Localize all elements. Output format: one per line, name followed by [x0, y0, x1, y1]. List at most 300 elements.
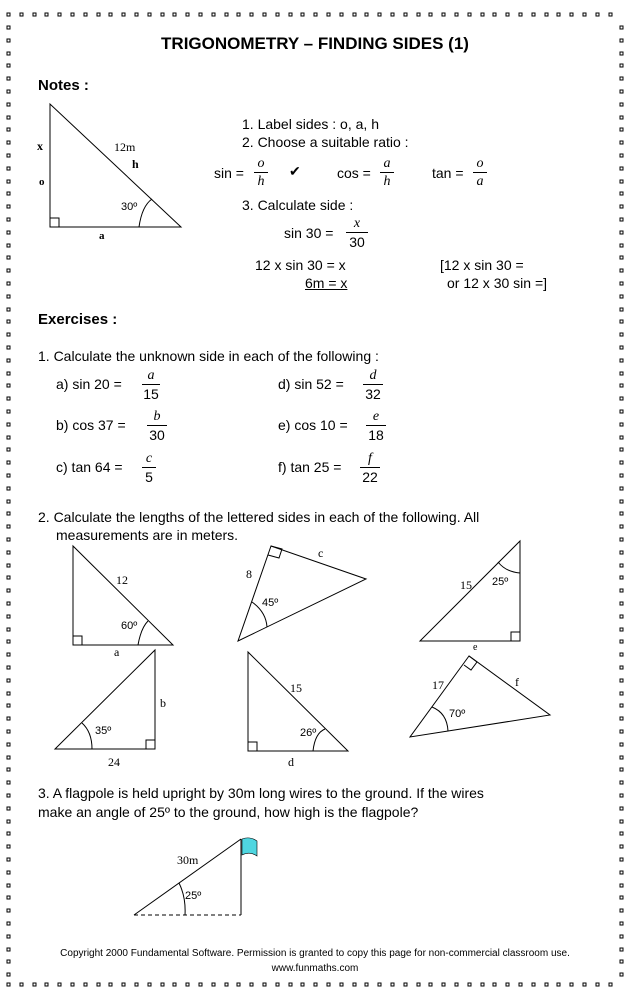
border-dot [620, 167, 623, 170]
border-dot [620, 90, 623, 93]
border-dot [378, 13, 381, 16]
border-dot [7, 858, 10, 861]
border-dot [442, 983, 445, 986]
border-dot [7, 602, 10, 605]
border-dot [7, 487, 10, 490]
border-dot [620, 832, 623, 835]
border-dot [71, 13, 74, 16]
border-dot [468, 983, 471, 986]
border-dot [135, 983, 138, 986]
border-dot [620, 768, 623, 771]
border-dot [506, 983, 509, 986]
border-dot [97, 983, 100, 986]
border-dot [58, 13, 61, 16]
border-dot [7, 474, 10, 477]
border-dot [327, 13, 330, 16]
border-dot [596, 983, 599, 986]
border-dot [7, 13, 10, 16]
tri-b-unknown: b [160, 696, 166, 710]
wire-label: 30m [177, 853, 199, 867]
border-dot [289, 13, 292, 16]
border-dot [7, 653, 10, 656]
wire-angle-label: 25º [185, 890, 202, 902]
border-dot [7, 359, 10, 362]
tri-e-unknown: e [473, 642, 478, 653]
tri-f-unknown: f [515, 675, 519, 689]
border-dot [7, 576, 10, 579]
page-title: TRIGONOMETRY – FINDING SIDES (1) [161, 34, 469, 53]
border-dot [620, 423, 623, 426]
border-dot [620, 410, 623, 413]
border-dot [7, 231, 10, 234]
q1-item-d: d) sin 52 = [278, 376, 344, 392]
border-dot [620, 717, 623, 720]
border-dot [7, 448, 10, 451]
q2-line-1: 2. Calculate the lengths of the lettered sides in each of the following. All [38, 509, 480, 525]
label-h: h [132, 157, 139, 171]
border-dot [620, 244, 623, 247]
border-dot [620, 538, 623, 541]
border-dot [596, 13, 599, 16]
border-dot [7, 845, 10, 848]
q1-item-a-fraction: $\frac{a}{15}$ [143, 368, 159, 402]
tri-a-side: 12 [116, 573, 128, 587]
border-dot [7, 436, 10, 439]
border-dot [620, 551, 623, 554]
border-dot [7, 167, 10, 170]
border-dot [620, 666, 623, 669]
border-dot [237, 13, 240, 16]
border-dot [122, 13, 125, 16]
border-dot [237, 983, 240, 986]
border-dot [7, 103, 10, 106]
border-dot [263, 13, 266, 16]
border-dot [519, 983, 522, 986]
border-dot [7, 640, 10, 643]
border-dot [7, 116, 10, 119]
border-dot [250, 13, 253, 16]
border-dot [20, 983, 23, 986]
border-dot [365, 13, 368, 16]
tri-b-angle: 35º [95, 725, 112, 737]
border-dot [7, 717, 10, 720]
q1-item-f: f) tan 25 = [278, 459, 342, 475]
sin-fraction: $\frac{o}{h}$ [254, 155, 268, 191]
border-dot [7, 192, 10, 195]
border-dot [481, 13, 484, 16]
border-dot [7, 333, 10, 336]
border-dot [7, 205, 10, 208]
border-dot [620, 487, 623, 490]
border-dot [620, 64, 623, 67]
border-dot [620, 576, 623, 579]
q1-item-f-fraction: $\frac{f}{22}$ [360, 450, 380, 486]
border-dot [620, 500, 623, 503]
border-dot [620, 103, 623, 106]
border-dot [620, 461, 623, 464]
border-dot [7, 346, 10, 349]
border-dot [353, 13, 356, 16]
border-dot [148, 13, 151, 16]
border-dot [365, 983, 368, 986]
border-dot [609, 13, 612, 16]
calc-3: 6m = x [305, 275, 348, 291]
border-dot [7, 372, 10, 375]
border-dot [161, 983, 164, 986]
bracket-note-2: or 12 x 30 sin =] [447, 275, 548, 291]
border-dot [620, 26, 623, 29]
border-dot [429, 983, 432, 986]
border-dot [301, 983, 304, 986]
border-dot [84, 13, 87, 16]
border-dot [620, 116, 623, 119]
cos-label: cos = [337, 165, 371, 181]
label-o: o [39, 176, 45, 188]
border-dot [212, 13, 215, 16]
border-dot [620, 820, 623, 823]
border-dot [557, 13, 560, 16]
border-dot [442, 13, 445, 16]
q1-item-b-fraction: $\frac{b}{30}$ [147, 408, 167, 444]
border-dot [620, 679, 623, 682]
label-a: a [99, 230, 105, 242]
border-dot [620, 333, 623, 336]
border-dot [276, 983, 279, 986]
border-dot [7, 794, 10, 797]
label-angle: 30º [121, 201, 138, 213]
border-dot [532, 983, 535, 986]
tri-a-angle: 60º [121, 620, 138, 632]
border-dot [84, 983, 87, 986]
border-dot [417, 13, 420, 16]
border-dot [109, 13, 112, 16]
border-dot [58, 983, 61, 986]
border-dot [7, 983, 10, 986]
tri-c-side: 8 [246, 567, 252, 581]
border-dot [620, 807, 623, 810]
border-dot [7, 679, 10, 682]
border-dot [7, 704, 10, 707]
border-dot [620, 564, 623, 567]
border-dot [620, 180, 623, 183]
tri-d-unknown: d [288, 755, 294, 769]
border-dot [7, 282, 10, 285]
q1-item-c: c) tan 64 = [56, 459, 123, 475]
border-dot [7, 500, 10, 503]
border-dot [33, 983, 36, 986]
border-dot [620, 474, 623, 477]
border-dot [620, 794, 623, 797]
border-dot [340, 983, 343, 986]
border-dot [545, 13, 548, 16]
border-dot [45, 983, 48, 986]
footer-copyright: Copyright 2000 Fundamental Software. Permission is granted to copy this page for non-commercial classroom use. [60, 948, 570, 959]
notes-heading: Notes : [38, 77, 89, 94]
border-dot [455, 983, 458, 986]
q2-line-2: measurements are in meters. [56, 527, 239, 543]
border-dot [7, 692, 10, 695]
border-dot [135, 13, 138, 16]
calc-1-fraction: $\frac{x}{30}$ [346, 215, 368, 251]
border-dot [327, 983, 330, 986]
border-dot [620, 77, 623, 80]
border-dot [7, 781, 10, 784]
border-dot [620, 730, 623, 733]
calc-1-label: sin 30 = [284, 225, 334, 241]
border-dot [620, 884, 623, 887]
border-dot [620, 192, 623, 195]
border-dot [7, 295, 10, 298]
border-dot [620, 909, 623, 912]
border-dot [481, 983, 484, 986]
border-dot [620, 295, 623, 298]
border-dot [7, 218, 10, 221]
exercises-heading: Exercises : [38, 311, 118, 328]
border-dot [7, 423, 10, 426]
border-dot [7, 308, 10, 311]
q1-text: 1. Calculate the unknown side in each of the following : [38, 348, 379, 364]
check-icon: ✔ [289, 163, 301, 179]
border-dot [506, 13, 509, 16]
border-dot [7, 871, 10, 874]
q1-item-b: b) cos 37 = [56, 417, 126, 433]
border-dot [7, 896, 10, 899]
border-dot [7, 628, 10, 631]
border-dot [289, 983, 292, 986]
border-dot [7, 743, 10, 746]
border-dot [353, 983, 356, 986]
border-dot [620, 692, 623, 695]
calc-2: 12 x sin 30 = x [255, 257, 346, 273]
border-dot [620, 628, 623, 631]
border-dot [7, 551, 10, 554]
border-dot [620, 256, 623, 259]
border-dot [199, 983, 202, 986]
border-dot [225, 13, 228, 16]
border-dot [212, 983, 215, 986]
border-dot [620, 922, 623, 925]
border-dot [263, 983, 266, 986]
q1-item-c-fraction: $\frac{c}{5}$ [142, 450, 156, 486]
border-dot [620, 653, 623, 656]
border-dot [7, 320, 10, 323]
border-dot [7, 244, 10, 247]
border-dot [7, 935, 10, 938]
border-dot [620, 128, 623, 131]
q3-line-1: 3. A flagpole is held upright by 30m long wires to the ground. If the wires [38, 785, 484, 801]
border-dot [391, 983, 394, 986]
border-dot [97, 13, 100, 16]
cos-fraction: $\frac{a}{h}$ [380, 155, 394, 191]
tri-a-unknown: a [114, 645, 120, 659]
border-dot [583, 13, 586, 16]
q1-item-d-fraction: $\frac{d}{32}$ [363, 367, 383, 403]
border-dot [620, 346, 623, 349]
q1-item-e-fraction: $\frac{e}{18}$ [366, 408, 386, 444]
tri-f-side: 17 [432, 678, 444, 692]
border-dot [7, 666, 10, 669]
border-dot [455, 13, 458, 16]
border-dot [173, 13, 176, 16]
border-dot [109, 983, 112, 986]
border-dot [620, 602, 623, 605]
border-dot [7, 730, 10, 733]
border-dot [7, 269, 10, 272]
border-dot [7, 26, 10, 29]
border-dot [314, 13, 317, 16]
border-dot [570, 983, 573, 986]
border-dot [7, 564, 10, 567]
border-dot [7, 64, 10, 67]
tri-e-side: 15 [460, 578, 472, 592]
border-dot [620, 704, 623, 707]
border-dot [7, 756, 10, 759]
tri-c-unknown: c [318, 546, 324, 560]
border-dot [620, 154, 623, 157]
border-dot [7, 154, 10, 157]
border-dot [493, 983, 496, 986]
border-dot [404, 13, 407, 16]
border-dot [620, 781, 623, 784]
border-dot [620, 448, 623, 451]
q1-item-e: e) cos 10 = [278, 417, 348, 433]
border-dot [620, 205, 623, 208]
border-dot [620, 512, 623, 515]
q1-item-a: a) sin 20 = [56, 376, 122, 392]
border-dot [620, 743, 623, 746]
border-dot [7, 397, 10, 400]
border-dot [7, 820, 10, 823]
tan-label: tan = [432, 165, 464, 181]
tri-d-angle: 26º [300, 727, 317, 739]
border-dot [570, 13, 573, 16]
border-dot [276, 13, 279, 16]
label-x: x [37, 139, 43, 153]
border-dot [620, 384, 623, 387]
border-dot [620, 589, 623, 592]
border-dot [148, 983, 151, 986]
border-dot [7, 141, 10, 144]
border-dot [519, 13, 522, 16]
border-dot [7, 909, 10, 912]
border-dot [7, 180, 10, 183]
border-dot [7, 525, 10, 528]
border-dot [71, 983, 74, 986]
border-dot [620, 615, 623, 618]
border-dot [45, 13, 48, 16]
border-dot [620, 308, 623, 311]
border-dot [7, 884, 10, 887]
border-dot [583, 983, 586, 986]
border-dot [417, 983, 420, 986]
bracket-note-1: [12 x sin 30 = [440, 257, 524, 273]
tri-d-side: 15 [290, 681, 302, 695]
border-dot [557, 983, 560, 986]
border-dot [186, 13, 189, 16]
border-dot [532, 13, 535, 16]
border-dot [620, 845, 623, 848]
border-dot [468, 13, 471, 16]
border-dot [7, 90, 10, 93]
border-dot [620, 436, 623, 439]
border-dot [7, 538, 10, 541]
border-dot [186, 983, 189, 986]
border-dot [7, 512, 10, 515]
border-dot [620, 525, 623, 528]
border-dot [301, 13, 304, 16]
border-dot [7, 615, 10, 618]
sin-label: sin = [214, 165, 244, 181]
border-dot [250, 983, 253, 986]
border-dot [620, 320, 623, 323]
tri-c-angle: 45º [262, 597, 279, 609]
border-dot [404, 983, 407, 986]
step-1: 1. Label sides : o, a, h [242, 116, 379, 132]
border-dot [7, 589, 10, 592]
border-dot [161, 13, 164, 16]
tri-b-side: 24 [108, 755, 120, 769]
border-dot [620, 141, 623, 144]
border-dot [620, 231, 623, 234]
border-dot [620, 935, 623, 938]
border-dot [314, 983, 317, 986]
border-dot [225, 983, 228, 986]
border-dot [7, 128, 10, 131]
border-dot [620, 871, 623, 874]
border-dot [7, 807, 10, 810]
border-dot [391, 13, 394, 16]
border-dot [7, 256, 10, 259]
border-dot [620, 858, 623, 861]
border-dot [173, 983, 176, 986]
step-3: 3. Calculate side : [242, 197, 354, 213]
border-dot [122, 983, 125, 986]
label-hyp: 12m [114, 140, 136, 154]
border-dot [199, 13, 202, 16]
border-dot [378, 983, 381, 986]
border-dot [493, 13, 496, 16]
border-dot [620, 640, 623, 643]
border-dot [7, 410, 10, 413]
border-dot [620, 269, 623, 272]
border-dot [609, 983, 612, 986]
tan-fraction: $\frac{o}{a}$ [473, 155, 487, 191]
border-dot [33, 13, 36, 16]
step-2: 2. Choose a suitable ratio : [242, 134, 409, 150]
tri-e-angle: 25º [492, 576, 509, 588]
border-dot [620, 397, 623, 400]
border-dot [7, 768, 10, 771]
border-dot [7, 832, 10, 835]
border-dot [7, 384, 10, 387]
border-dot [7, 922, 10, 925]
q3-line-2: make an angle of 25º to the ground, how high is the flagpole? [38, 804, 419, 820]
border-dot [620, 896, 623, 899]
border-dot [7, 461, 10, 464]
border-dot [20, 13, 23, 16]
border-dot [340, 13, 343, 16]
tri-f-angle: 70º [449, 708, 466, 720]
border-dot [620, 756, 623, 759]
border-dot [7, 77, 10, 80]
border-dot [429, 13, 432, 16]
border-dot [620, 359, 623, 362]
footer-url[interactable]: www.funmaths.com [271, 963, 359, 974]
border-dot [620, 372, 623, 375]
border-dot [620, 282, 623, 285]
border-dot [545, 983, 548, 986]
border-dot [620, 218, 623, 221]
